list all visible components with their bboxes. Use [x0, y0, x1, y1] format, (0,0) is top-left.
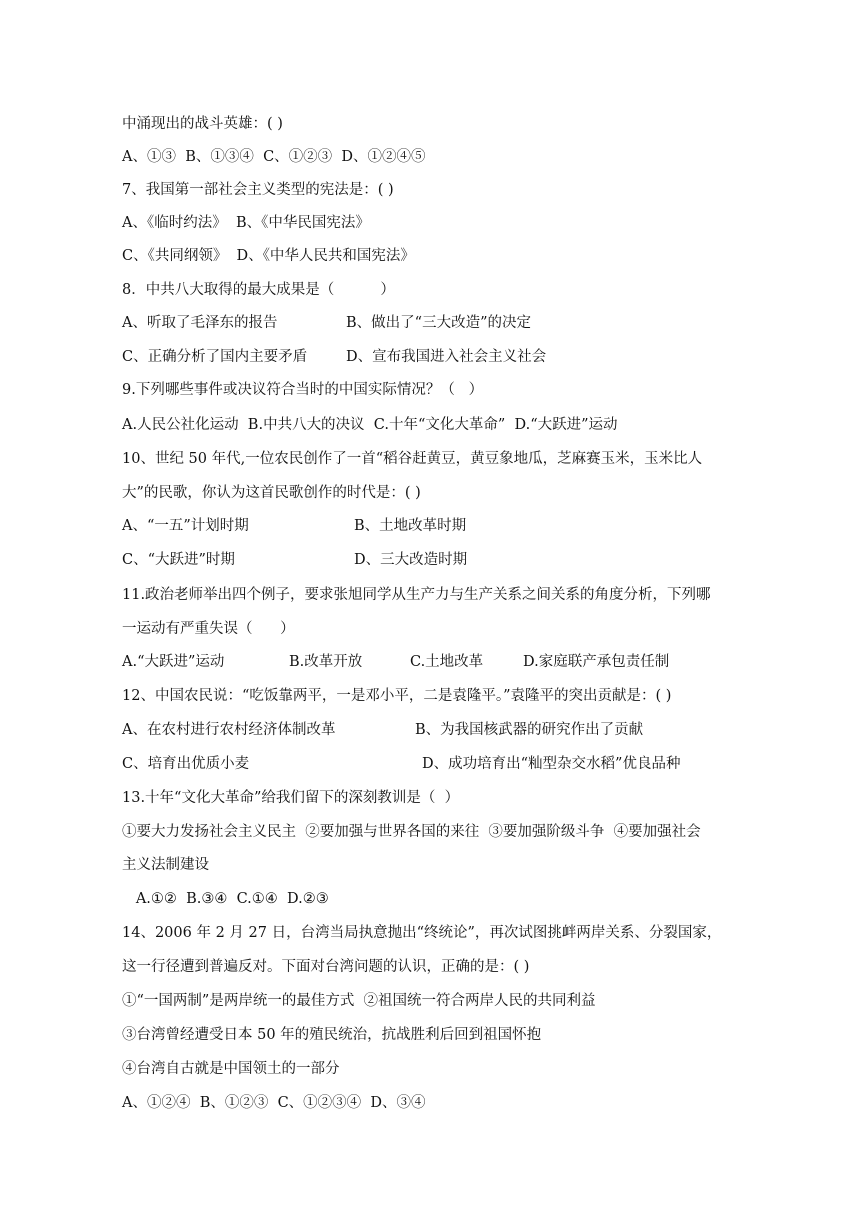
q14-item-1-2: ①“一国两制”是两岸统一的最佳方式 ②祖国统一符合两岸人民的共同利益: [122, 993, 596, 1009]
q12-option-b: B、为我国核武器的研究作出了贡献: [415, 722, 644, 738]
q9-stem: 9.下列哪些事件或决议符合当时的中国实际情况？（ ）: [122, 382, 484, 398]
q10-option-d: D、三大改造时期: [354, 552, 468, 568]
q11-option-a: A.“大跃进”运动: [122, 654, 225, 670]
q10-option-c: C、“大跃进”时期: [122, 552, 235, 568]
q10-option-a: A、“一五”计划时期: [122, 518, 249, 534]
q13-items-2: 主义法制建设: [122, 857, 209, 873]
q8-stem: 8．中共八大取得的最大成果是（ ）: [122, 282, 395, 298]
q12-option-a: A、在农村进行农村经济体制改革: [122, 722, 336, 738]
q10-stem-1: 10、世纪 50 年代,一位农民创作了一首“稻谷赶黄豆，黄豆象地瓜，芝麻赛玉米，玉米比人: [122, 451, 703, 467]
q11-option-b: B.改革开放: [289, 654, 363, 670]
q10-stem-2: 大”的民歌，你认为这首民歌创作的时代是：( ): [122, 485, 421, 501]
q11-option-d: D.家庭联产承包责任制: [523, 654, 670, 670]
q13-options: A.①② B.③④ C.①④ D.②③: [122, 891, 329, 907]
q6-stem-tail: 中涌现出的战斗英雄：( ): [122, 116, 283, 132]
q11-option-c: C.土地改革: [410, 654, 484, 670]
q14-item-4: ④台湾自古就是中国领土的一部分: [122, 1061, 340, 1077]
q11-stem-2: 一运动有严重失误（ ）: [122, 621, 295, 637]
q14-options: A、①②④ B、①②③ C、①②③④ D、③④: [122, 1095, 426, 1111]
q14-stem-1: 14、2006 年 2 月 27 日，台湾当局执意抛出“终统论”，再次试图挑衅两岸关系、分裂国家，: [122, 925, 722, 941]
q12-option-d: D、成功培育出“籼型杂交水稻”优良品种: [422, 756, 681, 772]
q14-stem-2: 这一行径遭到普遍反对。下面对台湾问题的认识，正确的是：( ): [122, 959, 530, 975]
q11-stem-1: 11.政治老师举出四个例子，要求张旭同学从生产力与生产关系之间关系的角度分析，下列哪: [122, 587, 711, 603]
q7-stem: 7、我国第一部社会主义类型的宪法是：( ): [122, 182, 394, 198]
q9-options: A.人民公社化运动 B.中共八大的决议 C.十年“文化大革命” D.“大跃进”运动: [122, 417, 618, 433]
q7-options-ab: A、《临时约法》 B、《中华民国宪法》: [122, 215, 370, 231]
q8-option-a: A、听取了毛泽东的报告: [122, 315, 278, 331]
q14-item-3: ③台湾曾经遭受日本 50 年的殖民统治，抗战胜利后回到祖国怀抱: [122, 1027, 542, 1043]
q8-option-d: D、宣布我国进入社会主义社会: [346, 349, 547, 365]
q13-stem: 13.十年“文化大革命”给我们留下的深刻教训是（ ）: [122, 790, 460, 806]
q8-option-b: B、做出了“三大改造”的决定: [346, 315, 531, 331]
q13-items-1: ①要大力发扬社会主义民主 ②要加强与世界各国的来往 ③要加强阶级斗争 ④要加强社会: [122, 824, 701, 840]
q10-option-b: B、土地改革时期: [354, 518, 467, 534]
q12-stem: 12、中国农民说：“吃饭靠两平，一是邓小平，二是袁隆平。”袁隆平的突出贡献是：( ): [122, 688, 672, 704]
q12-option-c: C、培育出优质小麦: [122, 756, 250, 772]
q6-options: A、①③ B、①③④ C、①②③ D、①②④⑤: [122, 149, 426, 165]
q7-options-cd: C、《共同纲领》 D、《中华人民共和国宪法》: [122, 248, 415, 264]
q8-option-c: C、正确分析了国内主要矛盾: [122, 349, 308, 365]
